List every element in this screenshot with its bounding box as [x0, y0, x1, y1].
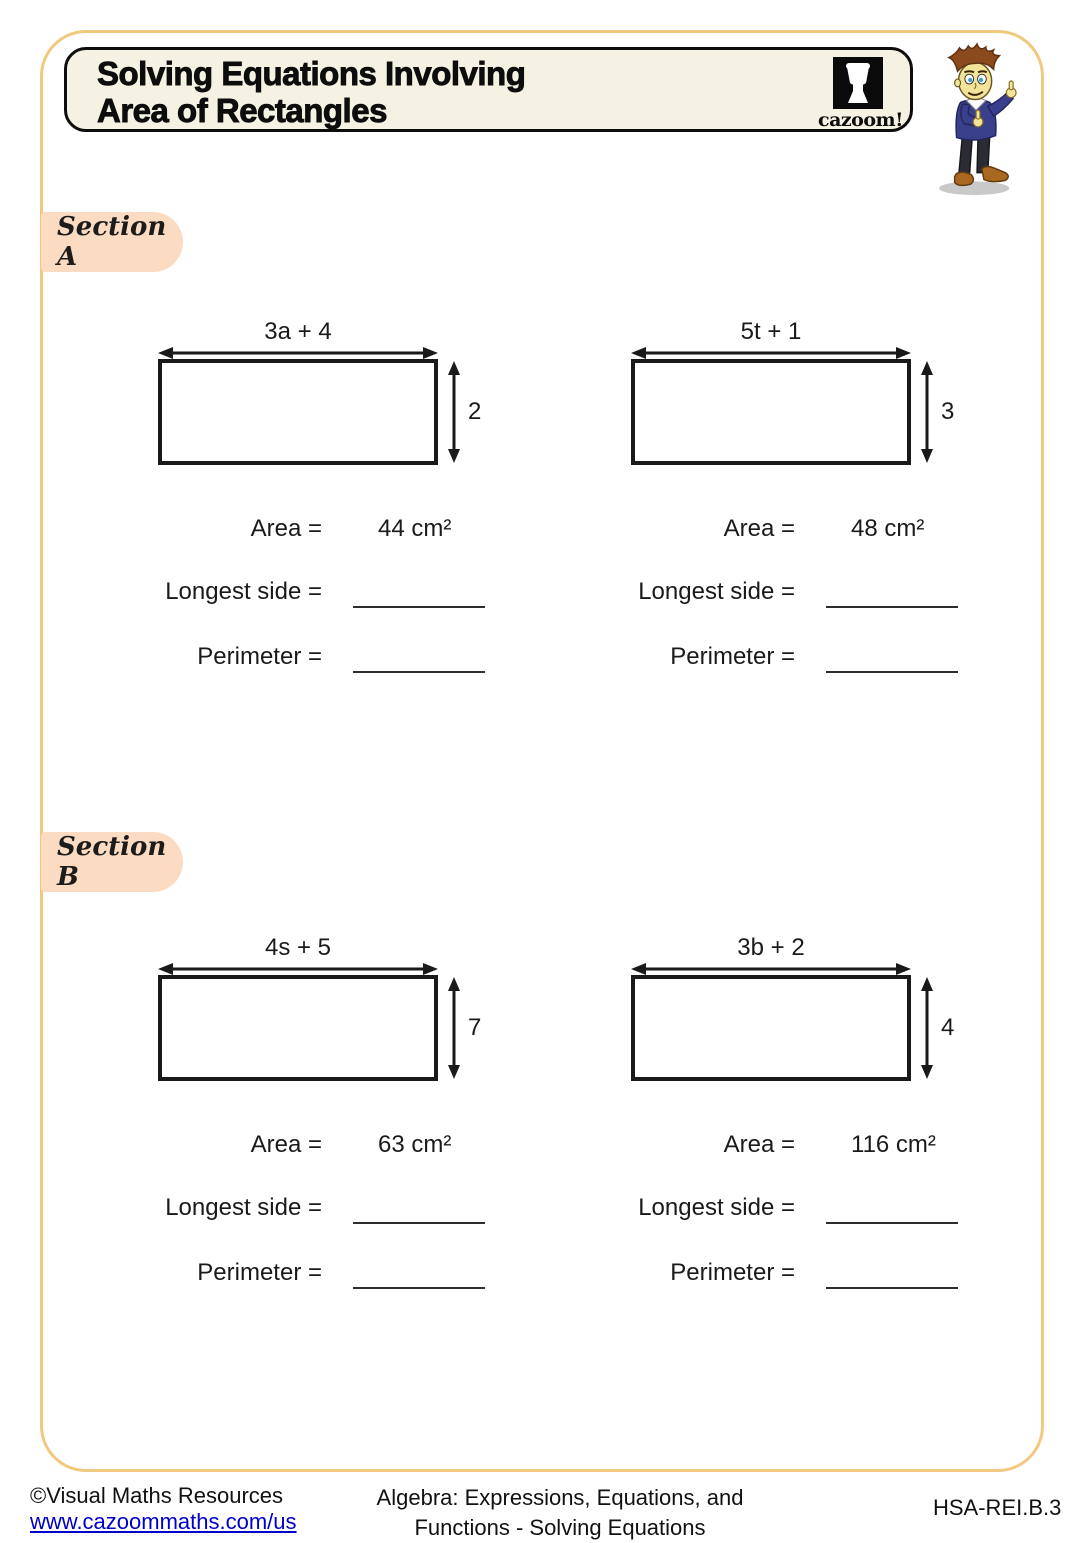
longest-side-label: Longest side = — [165, 578, 322, 605]
section-a-label: Section A — [57, 212, 167, 272]
page-title-line2: Area of Rectangles — [97, 92, 387, 129]
section-a-header — [41, 212, 183, 272]
longest-side-label: Longest side = — [638, 578, 795, 605]
horizontal-dimension-arrow — [158, 962, 438, 976]
cazoom-logo-text: cazoom! — [818, 109, 903, 131]
vertical-dimension-arrow — [447, 361, 461, 463]
perimeter-label: Perimeter = — [197, 643, 322, 670]
width-expression-label: 4s + 5 — [264, 934, 332, 961]
rectangle-shape — [158, 359, 438, 465]
standard-code: HSA-REI.B.3 — [933, 1495, 1062, 1520]
area-value: 48 cm² — [851, 515, 925, 542]
page-title — [97, 55, 525, 129]
topic-line1: Algebra: Expressions, Equations, and — [376, 1485, 744, 1510]
longest-side-answer-blank — [353, 1202, 485, 1224]
problem-a1 — [150, 318, 495, 678]
vertical-dimension-arrow — [447, 977, 461, 1079]
section-b-label: Section B — [57, 832, 167, 892]
height-value-label: 4 — [941, 1014, 955, 1041]
perimeter-answer-blank — [353, 651, 485, 673]
problem-b1 — [150, 934, 495, 1294]
rectangle-shape — [158, 975, 438, 1081]
width-expression-label: 3a + 4 — [264, 318, 332, 345]
horizontal-dimension-arrow — [158, 346, 438, 360]
cazoom-logo — [818, 57, 903, 131]
area-label: Area = — [723, 1131, 795, 1158]
rectangle-shape — [631, 359, 911, 465]
perimeter-label: Perimeter = — [670, 643, 795, 670]
area-label: Area = — [250, 1131, 322, 1158]
longest-side-label: Longest side = — [638, 1194, 795, 1221]
height-value-label: 2 — [468, 398, 482, 425]
area-value: 44 cm² — [378, 515, 452, 542]
height-value-label: 7 — [468, 1014, 482, 1041]
page-title-line1: Solving Equations Involving — [97, 55, 526, 92]
vertical-dimension-arrow — [920, 977, 934, 1079]
area-value: 63 cm² — [378, 1131, 452, 1158]
topic-description — [330, 1483, 790, 1543]
worksheet-title-box — [64, 47, 913, 132]
longest-side-answer-blank — [353, 586, 485, 608]
width-expression-label: 3b + 2 — [737, 934, 805, 961]
area-label: Area = — [250, 515, 322, 542]
perimeter-answer-blank — [826, 1267, 958, 1289]
website-link[interactable]: www.cazoommaths.com/us — [30, 1509, 297, 1534]
problem-b2 — [623, 934, 968, 1294]
area-label: Area = — [723, 515, 795, 542]
longest-side-answer-blank — [826, 1202, 958, 1224]
rectangle-shape — [631, 975, 911, 1081]
perimeter-label: Perimeter = — [197, 1259, 322, 1286]
horizontal-dimension-arrow — [631, 346, 911, 360]
mascot-character-illustration — [923, 42, 1035, 198]
topic-line2: Functions - Solving Equations — [414, 1515, 706, 1540]
height-value-label: 3 — [941, 398, 955, 425]
area-value: 116 cm² — [851, 1131, 936, 1158]
longest-side-label: Longest side = — [165, 1194, 322, 1221]
perimeter-answer-blank — [353, 1267, 485, 1289]
longest-side-answer-blank — [826, 586, 958, 608]
djembe-drum-icon — [833, 57, 883, 109]
section-b-header — [41, 832, 183, 892]
perimeter-answer-blank — [826, 651, 958, 673]
width-expression-label: 5t + 1 — [740, 318, 802, 345]
copyright-text: ©Visual Maths Resources — [30, 1483, 284, 1508]
perimeter-label: Perimeter = — [670, 1259, 795, 1286]
vertical-dimension-arrow — [920, 361, 934, 463]
horizontal-dimension-arrow — [631, 962, 911, 976]
problem-a2 — [623, 318, 968, 678]
